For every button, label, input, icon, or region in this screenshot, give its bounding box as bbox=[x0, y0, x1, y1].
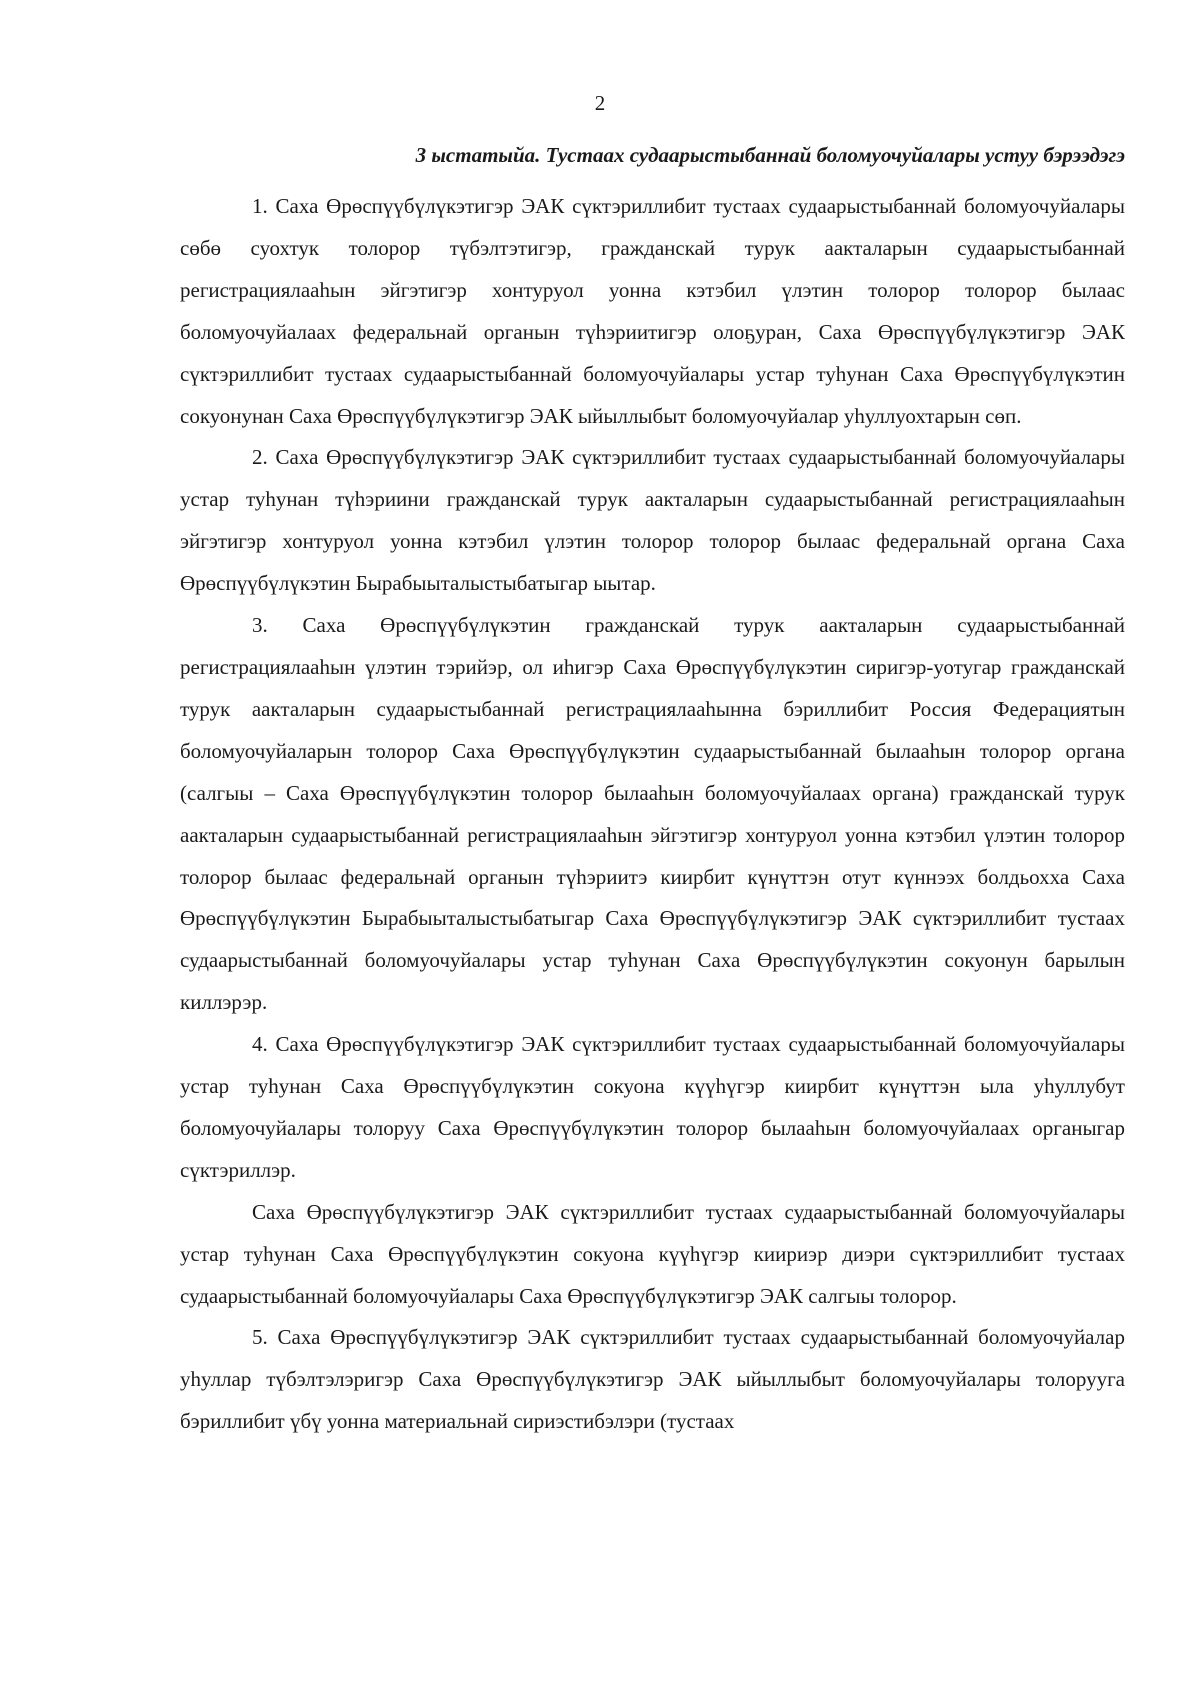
paragraph-4-continuation: Саха Өрөспүүбүлүкэтигэр ЭАК сүктэриллибит тустаах судаарыстыбаннай боломуочуйалары устар туһунан Саха Өрөспүүбүлүкэтин сокуона күүһүгэр киириэр диэри сүктэриллибит тустаах судаарыстыбаннай боломуочуйалары Саха Өрөспүүбүлүкэтигэр ЭАК салгыы толорор. bbox=[180, 1199, 1125, 1308]
article-heading: 3 ыстатыйа. Тустаах судаарыстыбаннай боломуочуйалары устуу бэрээдэгэ bbox=[415, 143, 1125, 167]
page-number: 2 bbox=[594, 91, 606, 115]
paragraph-2: 2. Саха Өрөспүүбүлүкэтигэр ЭАК сүктэриллибит тустаах судаарыстыбаннай боломуочуйалары устар туһунан түһэриини гражданскай турук аакталарын судаарыстыбаннай регистрациялааһын эйгэтигэр хонтуруол уонна кэтэбил үлэтин толорор толорор былаас федеральнай органа Саха Өрөспүүбүлүкэтин Бырабыыталыстыбатыгар ыытар. bbox=[180, 445, 1125, 596]
paragraph-5: 5. Саха Өрөспүүбүлүкэтигэр ЭАК сүктэриллибит тустаах судаарыстыбаннай боломуочуйалар уһуллар түбэлтэлэригэр Саха Өрөспүүбүлүкэтигэр ЭАК ыйыллыбыт боломуочуйалары толорууга бэриллибит үбү уонна материальнай сириэстибэлэри (тустаах bbox=[180, 1325, 1125, 1434]
paragraph-4: 4. Саха Өрөспүүбүлүкэтигэр ЭАК сүктэриллибит тустаах судаарыстыбаннай боломуочуйалары устар туһунан Саха Өрөспүүбүлүкэтин сокуона күүһүгэр киирбит күнүттэн ыла уһуллубут боломуочуйалары толоруу Саха Өрөспүүбүлүкэтин толорор былааһын боломуочуйалаах органыгар сүктэриллэр. bbox=[180, 1032, 1125, 1182]
paragraph-3: 3. Саха Өрөспүүбүлүкэтин гражданскай турук аакталарын судаарыстыбаннай регистрациялааһын үлэтин тэрийэр, ол иһигэр Саха Өрөспүүбүлүкэтин сиригэр-уотугар гражданскай турук аакталарын судаарыстыбаннай регистрациялааһынна бэриллибит Россия Федерациятын боломуочуйаларын толорор Саха Өрөспүүбүлүкэтин судаарыстыбаннай былааһын толорор органа (салгыы – Саха Өрөспүүбүлүкэтин толорор былааһын боломуочуйалаах органа) гражданскай турук аакталарын судаарыстыбаннай регистрациялааһын эйгэтигэр хонтуруол уонна кэтэбил үлэтин толорор толорор былаас федеральнай органын түһэриитэ киирбит күнүттэн отут күннээх болдьохха Саха Өрөспүүбүлүкэтин Бырабыыталыстыбатыгар Саха Өрөспүүбүлүкэтигэр ЭАК сүктэриллибит тустаах судаарыстыбаннай боломуочуйалары устар туһунан Саха Өрөспүүбүлүкэтин сокуонун барылын киллэрэр. bbox=[180, 613, 1125, 1015]
article-body bbox=[180, 186, 1125, 1443]
paragraph-1: 1. Саха Өрөспүүбүлүкэтигэр ЭАК сүктэриллибит тустаах судаарыстыбаннай боломуочуйалары сөбө суохтук толорор түбэлтэтигэр, гражданскай турук аакталарын судаарыстыбаннай регистрациялааһын эйгэтигэр хонтуруол уонна кэтэбил үлэтин толорор толорор былаас боломуочуйалаах федеральнай органын түһэриитигэр олоҕуран, Саха Өрөспүүбүлүкэтигэр ЭАК сүктэриллибит тустаах судаарыстыбаннай боломуочуйалары устар туһунан Саха Өрөспүүбүлүкэтин сокуонунан Саха Өрөспүүбүлүкэтигэр ЭАК ыйыллыбыт боломуочуйалар уһуллуохтарын сөп. bbox=[180, 194, 1125, 428]
